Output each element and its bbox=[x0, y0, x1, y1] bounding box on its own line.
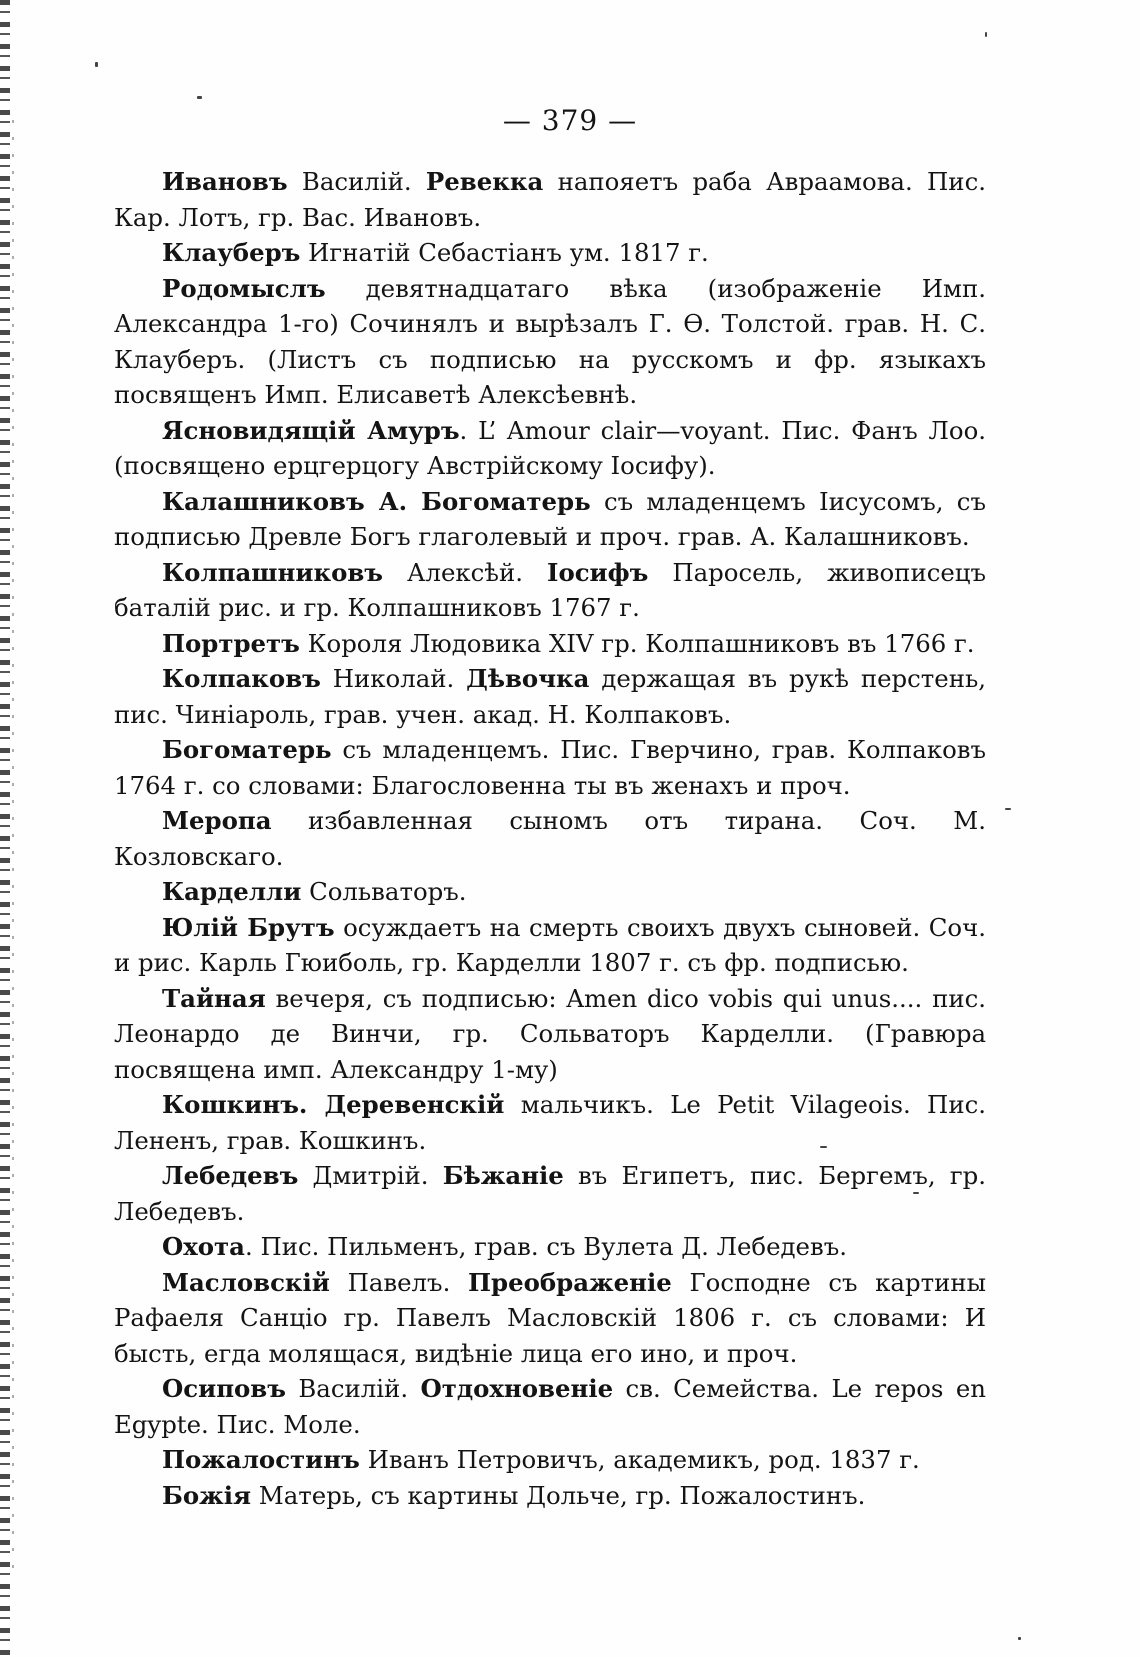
entry-text: . Пис. Пильменъ, грав. съ Вулета Д. Лебедевъ. bbox=[244, 1232, 847, 1261]
entry-text: вечеря, съ подписью: Amen dico vobis qui unus.... пис. Леонардо де Винчи, гр. Сольваторъ Карделли. (Гравюра посвящена имп. Александру 1-му) bbox=[114, 983, 986, 1084]
entry-text: съ младенцемъ. Пис. Гверчино, грав. Колпаковъ 1764 г. со словами: Благословенна ты въ женахъ и проч. bbox=[114, 735, 986, 800]
catalog-entry bbox=[114, 1087, 986, 1158]
entry-heading: Тайная bbox=[162, 983, 266, 1013]
entry-text: Василій. bbox=[285, 1374, 421, 1403]
entry-text: Матерь, съ картины Дольче, гр. Пожалостинъ. bbox=[251, 1480, 866, 1510]
catalog-entry bbox=[114, 732, 986, 803]
catalog-entry bbox=[114, 981, 986, 1088]
entry-heading: Ревекка bbox=[425, 167, 544, 196]
catalog-entry bbox=[114, 1371, 986, 1442]
entry-heading: Меропа bbox=[162, 806, 272, 835]
catalog-entry bbox=[114, 484, 986, 555]
scan-edge-artifact-thin bbox=[12, 120, 14, 1570]
entry-heading: Юлій Брутъ bbox=[162, 912, 335, 942]
catalog-entry bbox=[114, 626, 986, 662]
entry-text: держащая въ рукѣ перстень, пис. Чиніароль, грав. учен. акад. Н. Колпаковъ. bbox=[114, 664, 986, 729]
entry-text: Николай. bbox=[320, 664, 467, 693]
entry-text: св. Семейства. Le repos en Egypte. Пис. Моле. bbox=[114, 1374, 986, 1439]
entry-text: въ Египетъ, пис. Бергемъ, гр. Лебедевъ. bbox=[114, 1161, 986, 1226]
entry-heading: Клауберъ bbox=[162, 238, 301, 267]
entry-heading: Колпаковъ bbox=[162, 664, 321, 693]
catalog-entry bbox=[114, 803, 986, 874]
entry-text: Павелъ. bbox=[329, 1267, 469, 1297]
entry-heading: Отдохновеніе bbox=[420, 1374, 614, 1403]
entry-heading: Богоматерь bbox=[162, 735, 332, 764]
entry-text: съ младенцемъ Іисусомъ, съ подписью Древле Богъ глаголевый и проч. грав. А. Калашниковъ. bbox=[114, 486, 986, 551]
catalog-entry bbox=[114, 271, 986, 413]
entry-text: Короля Людовика XIV гр. Колпашниковъ въ 1766 г. bbox=[299, 628, 975, 658]
scan-speck bbox=[1005, 808, 1011, 810]
entry-heading: Ясновидящій Амуръ bbox=[162, 415, 460, 445]
entry-heading: Кошкинъ. Деревенскій bbox=[162, 1090, 505, 1119]
entry-heading: Портретъ bbox=[162, 628, 300, 658]
entry-heading: Іосифъ bbox=[547, 557, 649, 587]
scan-edge-artifact bbox=[0, 0, 10, 1657]
catalog-entry bbox=[114, 555, 986, 626]
entry-heading: Родомыслъ bbox=[162, 273, 326, 303]
entry-text: Василій. bbox=[287, 167, 426, 196]
scan-speck bbox=[1018, 1637, 1021, 1640]
entry-text: осуждаетъ на смерть своихъ двухъ сыновей. Соч. и рис. Карль Гюиболь, гр. Карделли 1807 г. съ фр. подписью. bbox=[114, 912, 986, 977]
entry-text: Сольваторъ. bbox=[301, 877, 467, 906]
catalog-entry bbox=[114, 1265, 986, 1372]
catalog-entry bbox=[114, 164, 986, 235]
catalog-entry bbox=[114, 413, 986, 484]
entry-heading: Охота bbox=[162, 1232, 245, 1261]
text-body bbox=[114, 164, 986, 1513]
entry-text: напояетъ раба Авраамова. Пис. Кар. Лотъ, гр. Вас. Ивановъ. bbox=[114, 167, 986, 232]
entry-heading: Карделли bbox=[162, 877, 302, 906]
catalog-entry bbox=[114, 1158, 986, 1229]
entry-heading: Масловскій bbox=[162, 1267, 330, 1297]
entry-heading: Лебедевъ bbox=[162, 1161, 299, 1190]
entry-heading: Бѣжаніе bbox=[442, 1161, 564, 1190]
catalog-entry bbox=[114, 1478, 986, 1514]
entry-text: Игнатій Себастіанъ ум. 1817 г. bbox=[300, 238, 709, 267]
entry-heading: Пожалостинъ bbox=[162, 1445, 360, 1474]
entry-text: мальчикъ. Le Petit Vilageois. Пис. Лененъ, грав. Кошкинъ. bbox=[114, 1090, 986, 1155]
catalog-entry bbox=[114, 874, 986, 910]
entry-text: Господне съ картины Рафаеля Санціо гр. Павелъ Масловскій 1806 г. съ словами: И бысть, егда молящася, видѣніе лица его ино, и проч. bbox=[114, 1267, 987, 1368]
page-number: — 379 — bbox=[502, 104, 638, 137]
scan-speck bbox=[197, 96, 202, 99]
entry-heading: Колпашниковъ bbox=[162, 557, 384, 587]
entry-heading: Осиповъ bbox=[162, 1374, 286, 1403]
catalog-entry bbox=[114, 235, 986, 271]
entry-heading: Ивановъ bbox=[162, 167, 288, 196]
entry-heading: Дѣвочка bbox=[466, 664, 590, 693]
scan-speck bbox=[985, 32, 987, 37]
scan-speck bbox=[95, 62, 98, 67]
entry-heading: Божія bbox=[162, 1480, 252, 1510]
entry-heading: Калашниковъ А. Богоматерь bbox=[162, 486, 591, 516]
entry-text: Дмитрій. bbox=[298, 1161, 443, 1190]
entry-text: Иванъ Петровичъ, академикъ, род. 1837 г. bbox=[359, 1445, 920, 1474]
entry-text: . L’ Amour clair—voyant. Пис. Фанъ Лоо. (посвящено ерцгерцогу Австрійскому Іосифу). bbox=[114, 415, 987, 480]
catalog-entry bbox=[114, 1442, 986, 1478]
catalog-entry bbox=[114, 910, 986, 981]
entry-text: девятнадцатаго вѣка (изображеніе Имп. Александра 1-го) Сочинялъ и вырѣзалъ Г. Ѳ. Толстой. грав. Н. С. Клауберъ. (Листъ съ подписью на русскомъ и фр. языкахъ посвященъ Имп. Елисаветѣ Алексѣевнѣ. bbox=[114, 273, 986, 409]
entry-text: Алексѣй. bbox=[383, 557, 548, 587]
catalog-entry bbox=[114, 661, 986, 732]
catalog-entry bbox=[114, 1229, 986, 1265]
entry-heading: Преображеніе bbox=[468, 1267, 672, 1297]
entry-text: Паросель, живописецъ баталій рис. и гр. Колпашниковъ 1767 г. bbox=[114, 557, 986, 622]
entry-text: избавленная сыномъ отъ тирана. Соч. М. Козловскаго. bbox=[114, 806, 986, 871]
